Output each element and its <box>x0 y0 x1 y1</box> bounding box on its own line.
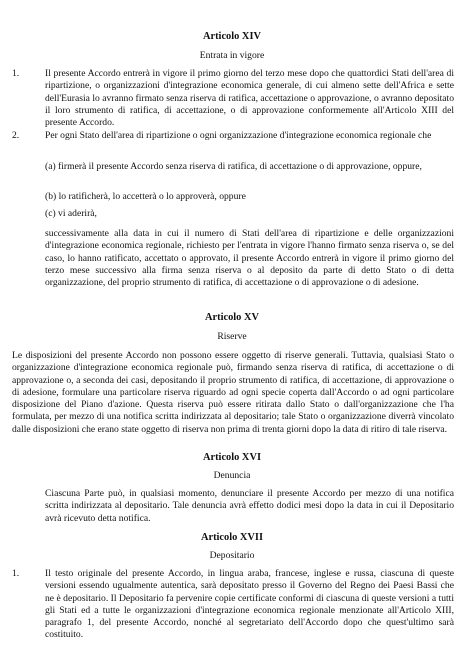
article-14-item-b <box>0 191 464 203</box>
article-16-paragraph-1 <box>0 488 464 525</box>
article-14-subtitle: Entrata in vigore <box>199 50 265 61</box>
item-c-text: (c) vi aderirà, <box>45 208 97 219</box>
paragraph-number: 2. <box>12 130 20 141</box>
paragraph-text: Le disposizioni del presente Accordo non possono essere oggetto di riserve generali. Tuttavia, qualsiasi Stato o organizzazione d'integrazione economica regionale può, firmando senza riserva di ratifica, di accettazione o di approvazione o, a seconda dei casi, depositando il proprio strumento di ratifica, di accettazione, di approvazione o di adesione, formulare una particolare riserva riguardo ad ogni specie coperta dall'Accordo o ad ogni particolare disposizione del Piano d'azione. Questa riserva può essere ritirata dallo Stato o dall'organizzazione che l'ha formulata, per mezzo di una notifica scritta indirizzata al depositario; tale Stato o organizzazione diverrà vincolato dalle disposizioni che erano state oggetto di riserva non prima di trenta giorni dopo la data di ritiro di tale riserva. <box>12 350 454 435</box>
article-17-paragraph-1 <box>0 568 464 642</box>
article-14-item-a <box>0 161 464 173</box>
article-14-paragraph-3 <box>0 228 464 289</box>
item-b-text: (b) lo ratificherà, lo accetterà o lo approverà, oppure <box>45 191 246 202</box>
article-14-item-c <box>0 208 464 220</box>
article-14-title: Articolo XIV <box>202 31 261 42</box>
paragraph-text: Il presente Accordo entrerà in vigore il primo giorno del terzo mese dopo che quattordici Stati dell'area di ripartizione, o organizzazioni d'integrazione economica generale, di cui almeno sette dell'Africa e sette dell'Eurasia lo avranno firmato senza riserva di ratifica, accettazione o approvazione, o avranno depositato il loro strumento di ratifica, di accettazione, o di approvazione conformemente all'Articolo XIII del presente Accordo. <box>45 68 454 129</box>
article-14-paragraph-2 <box>0 130 464 142</box>
paragraph-number: 1. <box>12 568 20 579</box>
article-15-subtitle: Riserve <box>217 331 247 342</box>
article-16-title: Articolo XVI <box>202 452 261 463</box>
paragraph-text: Il testo originale del presente Accordo, in lingua araba, francese, inglese e russa, ciascuna di queste versioni essendo ugualmente autentica, sarà depositato presso il Governo del Regno dei Paesi Bassi che ne è depositario. Il Depositario fa pervenire copie certificate conformi di ciascuna di queste versioni a tutti gli Stati ed a tutte le organizzazioni d'integrazione economica regionale menzionate all'Articolo XIII, paragrafo 1, del presente Accordo, nonché al segretariato dell'Accordo dopo che quest'ultimo sarà costituito. <box>45 568 454 641</box>
article-16-subtitle: Denuncia <box>213 470 251 481</box>
paragraph-text: Per ogni Stato dell'area di ripartizione o ogni organizzazione d'integrazione economica regionale che <box>45 130 432 141</box>
article-17-title: Articolo XVII <box>200 532 264 543</box>
paragraph-number: 1. <box>12 68 20 79</box>
item-a-text: (a) firmerà il presente Accordo senza riserva di ratifica, di accettazione o di approvazione, oppure, <box>45 161 422 172</box>
article-15-paragraph-1 <box>0 350 464 436</box>
article-14-paragraph-1 <box>0 68 464 129</box>
article-17-subtitle: Depositario <box>209 550 255 561</box>
article-15-title: Articolo XV <box>205 312 259 323</box>
paragraph-text: Ciascuna Parte può, in qualsiasi momento, denunciare il presente Accordo per mezzo di una notifica scritta indirizzata al depositario. Tale denuncia avrà effetto dodici mesi dopo la data in cui il Depositario avrà ricevuto detta notifica. <box>45 488 454 524</box>
paragraph-text: successivamente alla data in cui il numero di Stati dell'area di ripartizione e delle organizzazioni d'integrazione economica regionale, richiesto per l'entrata in vigore l'hanno firmato senza riserva o, se del caso, lo hanno ratificato, accettato o approvato, il presente Accordo entrerà in vigore il primo giorno del terzo mese successivo alla firma senza riserva o al deposito da parte di detto Stato o di detta organizzazione, del proprio strumento di ratifica, di accettazione o di approvazione o di adesione. <box>45 228 454 289</box>
